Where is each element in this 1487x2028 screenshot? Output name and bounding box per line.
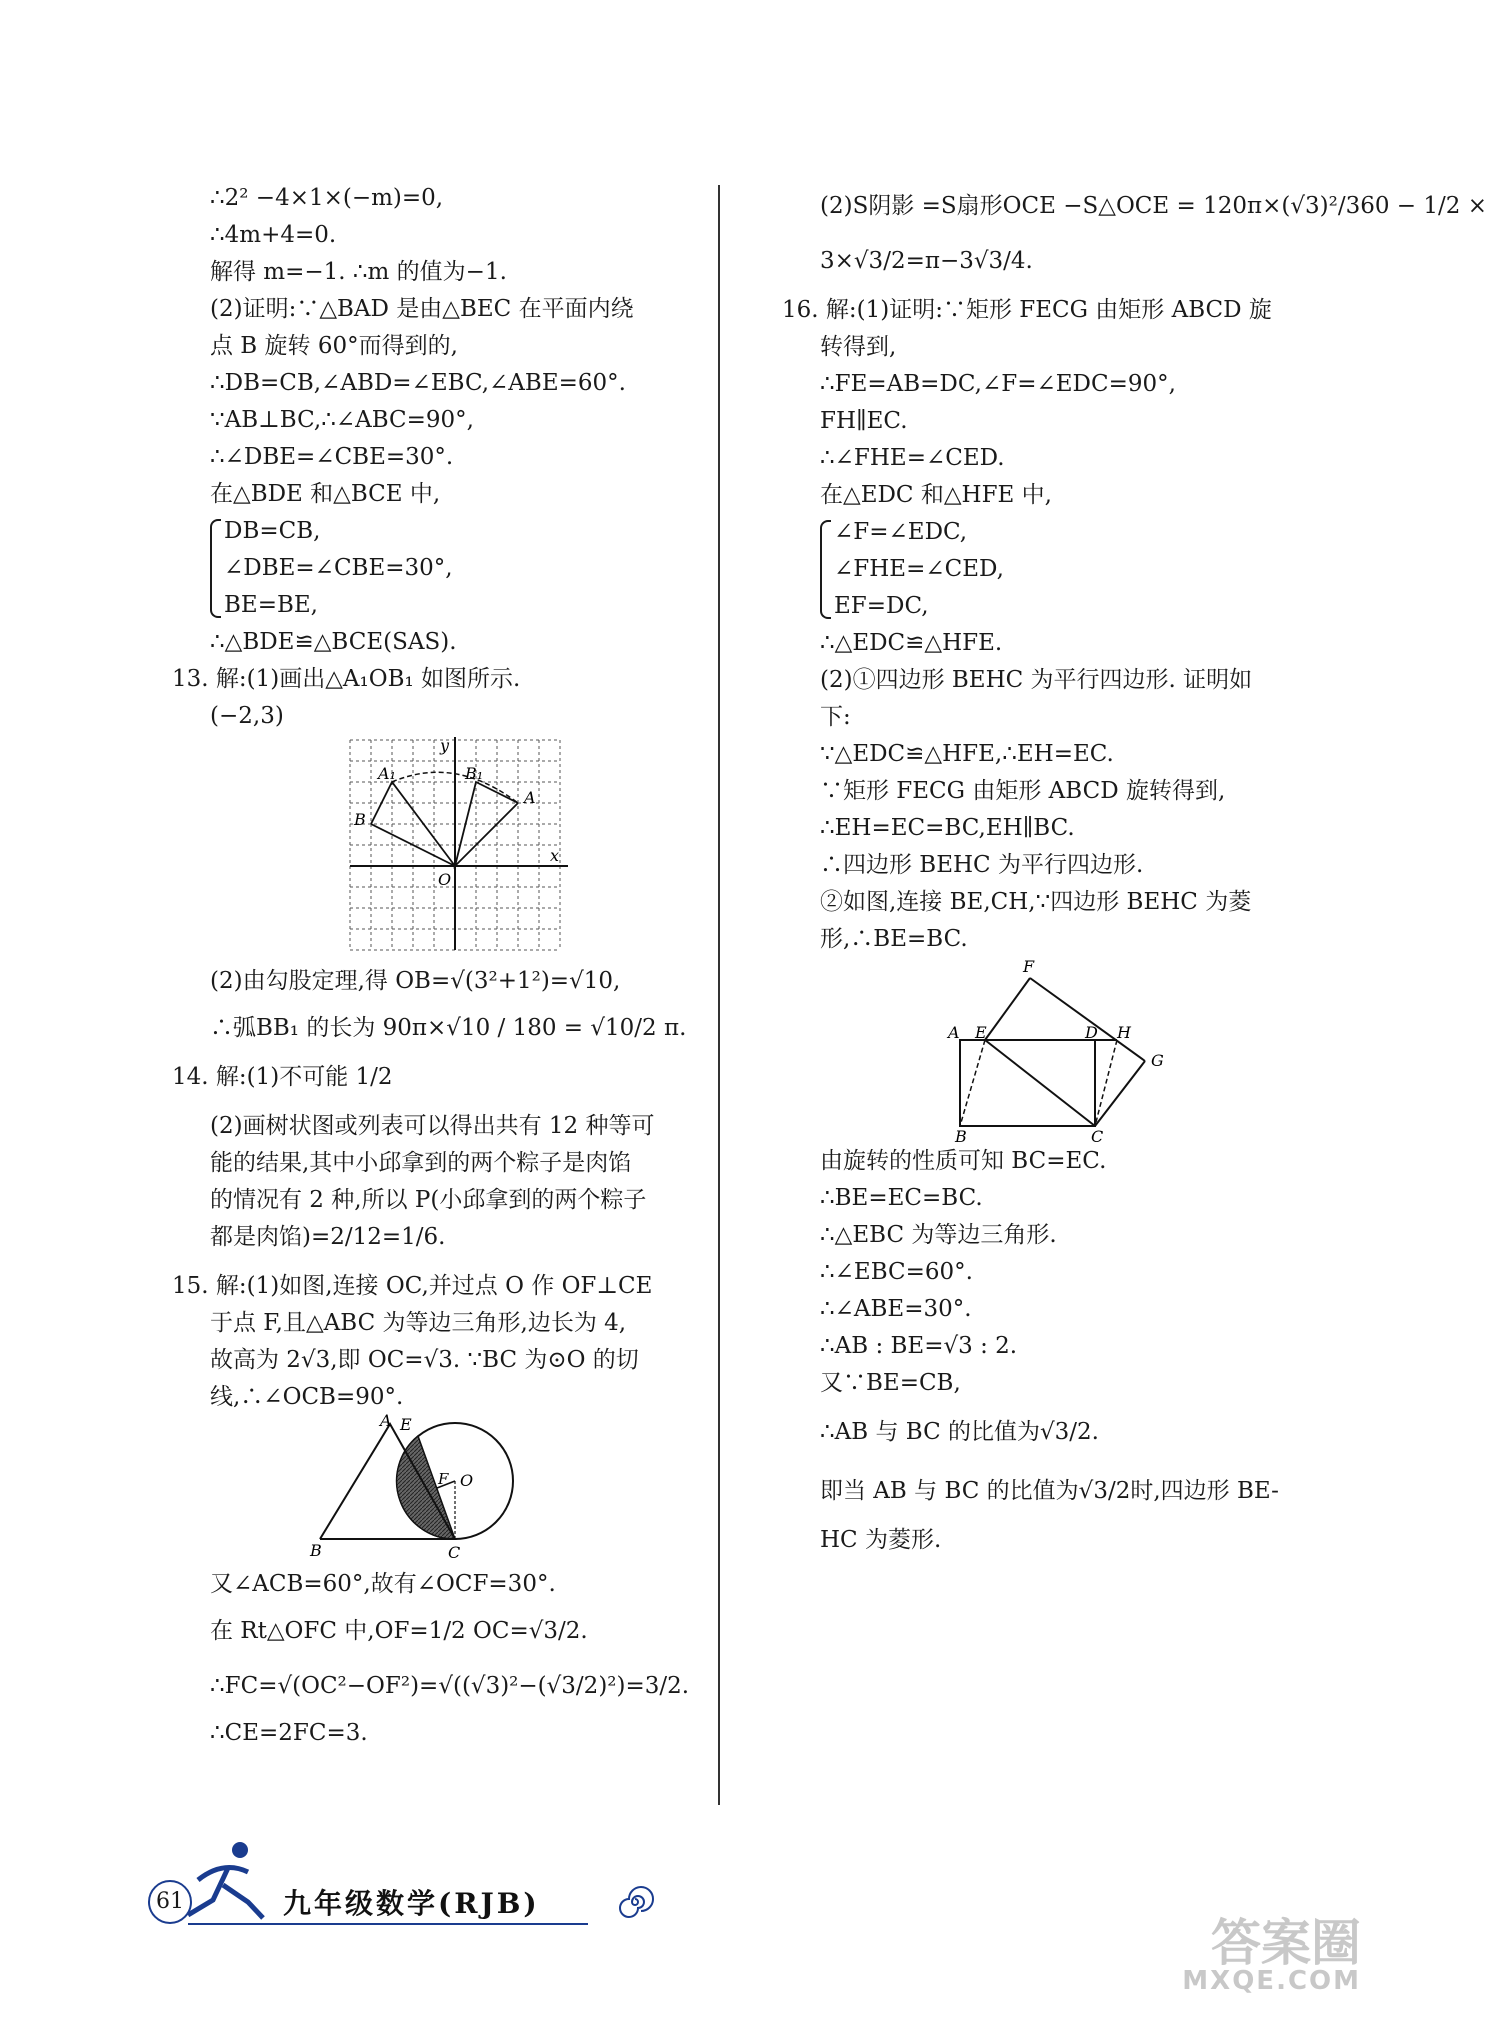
- text-line: 在△EDC 和△HFE 中,: [820, 482, 1052, 508]
- text-line: 故高为 2√3,即 OC=√3. ∵BC 为⊙O 的切: [210, 1347, 639, 1373]
- text-line: (2)S阴影 =S扇形OCE −S△OCE = 120π×(√3)²/360 − 1/2 ×: [820, 193, 1487, 219]
- label-g: G: [1151, 1051, 1164, 1070]
- text-line: ∴△BDE≌△BCE(SAS).: [210, 629, 457, 655]
- text-line: (2)证明:∵△BAD 是由△BEC 在平面内绕: [210, 296, 634, 322]
- label-a: A: [948, 1023, 960, 1042]
- label-c: C: [1091, 1127, 1104, 1146]
- label-f: F: [1023, 957, 1035, 976]
- text-line: (2)①四边形 BEHC 为平行四边形. 证明如: [820, 667, 1253, 693]
- text-line: ∴EH=EC=BC,EH∥BC.: [820, 815, 1075, 841]
- equation-system: [820, 514, 1310, 625]
- text-line: ∵AB⊥BC,∴∠ABC=90°,: [210, 407, 474, 433]
- text-line: 由旋转的性质可知 BC=EC.: [820, 1148, 1107, 1174]
- text-line: 线,∴∠OCB=90°.: [210, 1384, 404, 1410]
- text-line: ∴CE=2FC=3.: [210, 1720, 368, 1746]
- text-line: 的情况有 2 种,所以 P(小邱拿到的两个粽子: [210, 1187, 647, 1213]
- text-line: ∴DB=CB,∠ABD=∠EBC,∠ABE=60°.: [210, 370, 626, 396]
- text-line: BE=BE,: [224, 592, 318, 618]
- label-a: A: [524, 788, 536, 807]
- q15-heading: 15. 解:(1)如图,连接 OC,并过点 O 作 OF⊥CE: [172, 1273, 653, 1299]
- watermark-url: MXQE.COM: [1182, 1966, 1361, 1996]
- text-line: 下:: [820, 704, 851, 730]
- footer-underline: [188, 1923, 588, 1925]
- label-h: H: [1117, 1023, 1131, 1042]
- label-d: D: [1085, 1023, 1098, 1042]
- text-line: ∠F=∠EDC,: [834, 519, 968, 545]
- spiral-icon: [618, 1885, 652, 1919]
- text-line: 于点 F,且△ABC 为等边三角形,边长为 4,: [210, 1310, 627, 1336]
- label-b: B: [310, 1541, 322, 1560]
- page-number: 61: [148, 1880, 192, 1924]
- q16-heading: 16. 解:(1)证明:∵矩形 FECG 由矩形 ABCD 旋: [782, 297, 1272, 323]
- label-y: y: [440, 736, 450, 755]
- text-line: ∠FHE=∠CED,: [834, 556, 1004, 582]
- text-line: 能的结果,其中小邱拿到的两个粽子是肉馅: [210, 1150, 632, 1176]
- label-b: B: [955, 1127, 967, 1146]
- runner-logo-icon: [178, 1840, 268, 1920]
- text-line: ∴2² −4×1×(−m)=0,: [210, 185, 444, 211]
- text-line: 又∠ACB=60°,故有∠OCF=30°.: [210, 1571, 556, 1597]
- text-line: ∴弧BB₁ 的长为 90π×√10 / 180 = √10/2 π.: [210, 1015, 687, 1041]
- text-line: ∴BE=EC=BC.: [820, 1185, 983, 1211]
- text-line: ∴FE=AB=DC,∠F=∠EDC=90°,: [820, 371, 1176, 397]
- text-line: 都是肉馅)=2/12=1/6.: [210, 1224, 446, 1250]
- q13-coord: (−2,3): [210, 703, 284, 729]
- q14-heading: 14. 解:(1)不可能 1/2: [172, 1064, 393, 1090]
- text-line: FH∥EC.: [820, 408, 908, 434]
- watermark: [1141, 1898, 1371, 2008]
- label-e: E: [975, 1023, 987, 1042]
- text-line: ∴△EDC≌△HFE.: [820, 630, 1003, 656]
- label-o: O: [460, 1471, 474, 1490]
- text-line: 点 B 旋转 60°而得到的,: [210, 333, 458, 359]
- q15-figure: [310, 1411, 540, 1566]
- text-line: ②如图,连接 BE,CH,∵四边形 BEHC 为菱: [820, 889, 1252, 915]
- text-line: ∵矩形 FECG 由矩形 ABCD 旋转得到,: [820, 778, 1226, 804]
- label-a: A: [380, 1411, 392, 1430]
- q16-figure: [945, 957, 1175, 1146]
- text-line: ∴∠DBE=∠CBE=30°.: [210, 444, 454, 470]
- text-line: 形,∴BE=BC.: [820, 926, 968, 952]
- text-line: 又∵BE=CB,: [820, 1370, 961, 1396]
- text-line: 3×√3/2=π−3√3/4.: [820, 248, 1033, 274]
- equation-system: [210, 513, 705, 624]
- text-line: ∴四边形 BEHC 为平行四边形.: [820, 852, 1144, 878]
- watermark-text: 答案圈: [1211, 1914, 1361, 1972]
- text-line: ∵△EDC≌△HFE,∴EH=EC.: [820, 741, 1114, 767]
- text-line: ∴4m+4=0.: [210, 222, 337, 248]
- text-line: DB=CB,: [224, 518, 321, 544]
- text-line: 解得 m=−1. ∴m 的值为−1.: [210, 259, 507, 285]
- text-line: 即当 AB 与 BC 的比值为√3/2时,四边形 BE-: [820, 1478, 1279, 1504]
- text-line: ∴∠FHE=∠CED.: [820, 445, 1005, 471]
- text-line: 转得到,: [820, 334, 897, 360]
- label-o: O: [438, 870, 452, 889]
- text-line: 在△BDE 和△BCE 中,: [210, 481, 441, 507]
- text-line: EF=DC,: [834, 593, 929, 619]
- label-x: x: [550, 846, 560, 865]
- text-line: (2)由勾股定理,得 OB=√(3²+1²)=√10,: [210, 968, 621, 994]
- label-f: F: [438, 1470, 449, 1488]
- brace: [210, 519, 221, 618]
- text-line: ∠DBE=∠CBE=30°,: [224, 555, 453, 581]
- text-line: (2)画树状图或列表可以得出共有 12 种等可: [210, 1113, 655, 1139]
- text-line: HC 为菱形.: [820, 1527, 942, 1553]
- label-b: B: [354, 810, 366, 829]
- label-b1: B₁: [465, 764, 484, 783]
- text-line: ∴FC=√(OC²−OF²)=√((√3)²−(√3/2)²)=3/2.: [210, 1673, 690, 1699]
- footer: [138, 1840, 658, 1920]
- right-column: [782, 180, 1487, 1559]
- brace: [820, 520, 831, 619]
- book-title: 九年级数学(RJB): [283, 1887, 540, 1920]
- column-divider: [718, 185, 720, 1805]
- left-column: [172, 180, 705, 1752]
- text-line: ∴AB : BE=√3 : 2.: [820, 1333, 1018, 1359]
- label-a1: A₁: [378, 764, 396, 783]
- q13-heading: 13. 解:(1)画出△A₁OB₁ 如图所示.: [172, 666, 521, 692]
- text-line: ∴∠ABE=30°.: [820, 1296, 972, 1322]
- q13-grid-figure: [340, 735, 570, 955]
- text-line: ∴AB 与 BC 的比值为√3/2.: [820, 1419, 1099, 1445]
- label-e: E: [400, 1415, 412, 1434]
- text-line: ∴∠EBC=60°.: [820, 1259, 973, 1285]
- text-line: 在 Rt△OFC 中,OF=1/2 OC=√3/2.: [210, 1618, 588, 1644]
- text-line: ∴△EBC 为等边三角形.: [820, 1222, 1057, 1248]
- label-c: C: [448, 1543, 461, 1562]
